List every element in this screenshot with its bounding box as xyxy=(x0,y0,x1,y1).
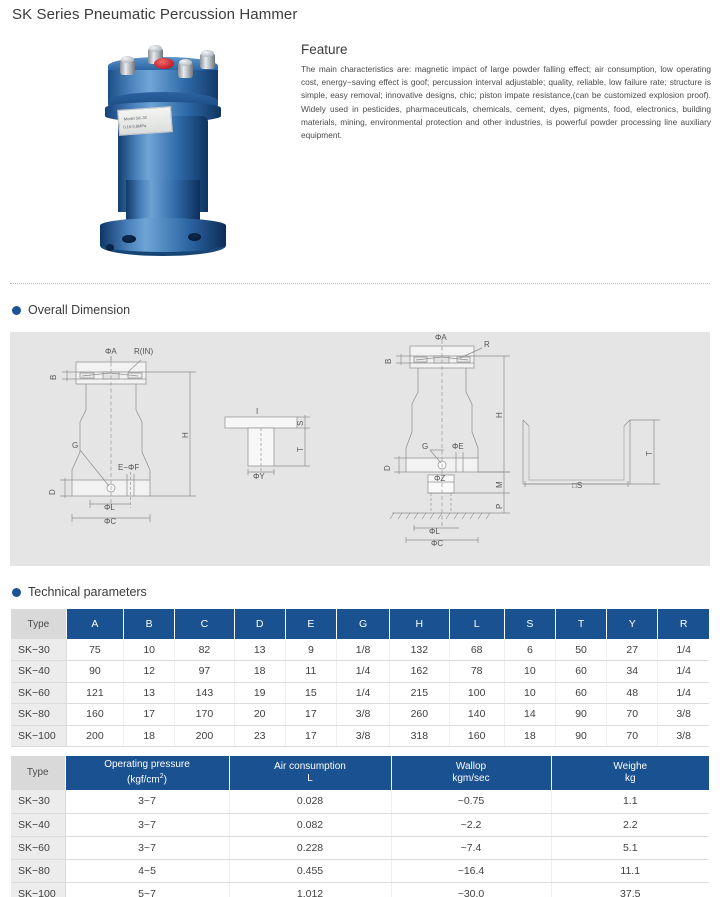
label-square-s: □S xyxy=(572,481,583,490)
label-t: T xyxy=(296,447,305,452)
table-row xyxy=(11,836,709,859)
column-header-wallop xyxy=(391,756,551,790)
product-base-plate xyxy=(100,218,226,252)
cell-value: 1/4 xyxy=(336,661,389,683)
label-d-2: D xyxy=(383,465,392,471)
label-m: M xyxy=(495,481,504,488)
column-header-g: G xyxy=(336,609,389,639)
cell-value: 140 xyxy=(449,704,504,726)
cell-value: 215 xyxy=(390,682,449,704)
label-g-2: G xyxy=(422,442,429,451)
cell-value: 132 xyxy=(390,639,449,661)
cell-value: 18 xyxy=(234,661,285,683)
feature-heading: Feature xyxy=(301,42,348,57)
cell-value: 1/4 xyxy=(336,682,389,704)
label-d: D xyxy=(48,489,57,495)
cell-value: 0.028 xyxy=(229,790,391,813)
cell-value: ~7.4 xyxy=(391,836,551,859)
label-t-2: T xyxy=(645,451,654,456)
label-phi-c: ΦC xyxy=(104,517,117,526)
cell-value: 3/8 xyxy=(658,725,709,747)
cell-value: 10 xyxy=(504,682,555,704)
cell-value: 160 xyxy=(66,704,123,726)
cell-value: 260 xyxy=(390,704,449,726)
cell-value: 75 xyxy=(66,639,123,661)
cell-value: 13 xyxy=(124,682,175,704)
table-row xyxy=(11,661,709,683)
cell-value: 68 xyxy=(449,639,504,661)
product-nameplate xyxy=(117,106,173,136)
label-r-in: R(IN) xyxy=(134,347,154,356)
column-header-b: B xyxy=(124,609,175,639)
cell-value: ~30.0 xyxy=(391,882,551,897)
cell-value: 60 xyxy=(555,661,606,683)
bullet-icon xyxy=(12,588,21,597)
label-phi-c-2: ΦC xyxy=(431,539,444,548)
column-header-line-2: kgm/sec xyxy=(452,773,490,784)
label-phi-a: ΦA xyxy=(105,347,117,356)
cell-value: 5.1 xyxy=(551,836,709,859)
cell-value: ~16.4 xyxy=(391,859,551,882)
cell-value: 34 xyxy=(607,661,658,683)
cell-value: 90 xyxy=(555,704,606,726)
cell-value: 60 xyxy=(555,682,606,704)
column-header-line-2: L xyxy=(307,773,313,784)
section-title-overall-dimension: Overall Dimension xyxy=(28,303,131,317)
cell-value: 78 xyxy=(449,661,504,683)
label-phi-e: ΦE xyxy=(452,442,464,451)
label-h: H xyxy=(181,432,190,438)
cell-value: 0.455 xyxy=(229,859,391,882)
cell-value: 10 xyxy=(504,661,555,683)
label-phi-y: ΦY xyxy=(253,472,265,481)
cell-value: 20 xyxy=(234,704,285,726)
cell-value: 15 xyxy=(285,682,336,704)
cell-value: 2.2 xyxy=(551,813,709,836)
drawing-view-1 xyxy=(48,347,196,526)
cell-value: 200 xyxy=(66,725,123,747)
cell-type: SK−60 xyxy=(11,836,65,859)
feature-block xyxy=(301,42,711,142)
cell-value: 10 xyxy=(124,639,175,661)
column-header-line-1: Type xyxy=(26,766,49,778)
performance-table xyxy=(11,756,709,897)
cell-value: 170 xyxy=(175,704,234,726)
cell-value: 318 xyxy=(390,725,449,747)
column-header-line-1: Air consumption xyxy=(274,760,346,772)
section-title-technical-parameters: Technical parameters xyxy=(28,585,147,599)
cell-value: 12 xyxy=(124,661,175,683)
cell-value: 48 xyxy=(607,682,658,704)
cell-value: 18 xyxy=(124,725,175,747)
label-phi-a-2: ΦA xyxy=(435,333,447,342)
base-hole-icon xyxy=(188,233,201,241)
label-phi-l-2: ΦL xyxy=(429,527,440,536)
column-header-d: D xyxy=(234,609,285,639)
section-header-technical-parameters xyxy=(12,585,147,599)
column-header-line-1: Operating pressure xyxy=(104,758,190,770)
cell-value: 160 xyxy=(449,725,504,747)
performance-table-body xyxy=(11,790,709,897)
cell-value: 90 xyxy=(555,725,606,747)
cell-value: ~2.2 xyxy=(391,813,551,836)
cell-type: SK−100 xyxy=(11,725,66,747)
cell-value: 11 xyxy=(285,661,336,683)
cell-value: 3~7 xyxy=(65,836,229,859)
column-header-operating-pressure xyxy=(65,756,229,790)
column-header-y: Y xyxy=(607,609,658,639)
bolt-icon xyxy=(120,59,135,75)
cell-value: 13 xyxy=(234,639,285,661)
column-header-a: A xyxy=(66,609,123,639)
cell-value: 5~7 xyxy=(65,882,229,897)
cell-value: 0.082 xyxy=(229,813,391,836)
cell-value: 1/8 xyxy=(336,639,389,661)
column-header-type xyxy=(11,756,65,790)
cell-value: 17 xyxy=(285,725,336,747)
table-row xyxy=(11,813,709,836)
cell-value: 1/4 xyxy=(658,661,709,683)
label-p: P xyxy=(495,503,504,509)
cell-value: 200 xyxy=(175,725,234,747)
cell-value: 3/8 xyxy=(336,725,389,747)
label-b: B xyxy=(49,374,58,380)
table-row xyxy=(11,682,709,704)
feature-body: The main characteristics are: magnetic impact of large powder falling effect; air consumption, low operating cost, energy−saving effect is goof; percussion interval adjustable; quality, reliable, low failure rate; structure is simple, easy removal; innovative designs, chic; piston impate resistance,(can be customized explosion proof). Widely used in pesticides, pharmaceuticals, chemicals, cement, dyes, pigments, food, electronics, building materials, mining, environmental protection and other industries, is powerful powder processing line auxiliary equipment. xyxy=(301,64,711,141)
label-s: S xyxy=(296,420,305,426)
cell-value: 90 xyxy=(66,661,123,683)
section-header-overall-dimension xyxy=(12,303,130,317)
column-header-e: E xyxy=(285,609,336,639)
hero-section xyxy=(0,28,720,273)
cell-value: 0.228 xyxy=(229,836,391,859)
dimension-drawing-panel xyxy=(10,332,710,566)
cell-value: 3/8 xyxy=(336,704,389,726)
table-header-row xyxy=(11,609,709,639)
cell-value: 1.012 xyxy=(229,882,391,897)
section-divider xyxy=(10,283,710,284)
cell-value: ~0.75 xyxy=(391,790,551,813)
dimension-drawings xyxy=(10,332,710,566)
dimensions-table-head xyxy=(11,609,709,639)
bolt-icon xyxy=(200,53,215,69)
table-row xyxy=(11,790,709,813)
cell-value: 4~5 xyxy=(65,859,229,882)
column-header-air-consumption xyxy=(229,756,391,790)
column-header-h: H xyxy=(390,609,449,639)
column-header-line-2: $(kgf/cm^2)$ xyxy=(126,773,168,786)
cell-value: 6 xyxy=(504,639,555,661)
table-row xyxy=(11,639,709,661)
cell-value: 121 xyxy=(66,682,123,704)
column-header-line-2: kg xyxy=(624,773,636,784)
label-i: I xyxy=(256,407,259,416)
performance-table-head xyxy=(11,756,709,790)
cell-type: SK−40 xyxy=(11,661,66,683)
bolt-icon xyxy=(178,62,193,78)
cell-value: 17 xyxy=(285,704,336,726)
cell-value: 97 xyxy=(175,661,234,683)
cell-type: SK−100 xyxy=(11,882,65,897)
label-r: R xyxy=(484,340,490,349)
drawing-view-2 xyxy=(225,407,310,481)
cell-value: 3~7 xyxy=(65,813,229,836)
cell-value: 23 xyxy=(234,725,285,747)
column-header-line-1: Weighe xyxy=(613,760,648,772)
cell-value: 70 xyxy=(607,704,658,726)
cell-value: 18 xyxy=(504,725,555,747)
cell-type: SK−30 xyxy=(11,790,65,813)
table-header-row xyxy=(11,756,709,790)
cell-value: 9 xyxy=(285,639,336,661)
cell-value: 1/4 xyxy=(658,639,709,661)
base-hole-icon xyxy=(106,244,114,251)
cell-value: 1.1 xyxy=(551,790,709,813)
base-hole-icon xyxy=(122,235,136,243)
label-g: G xyxy=(72,441,79,450)
page-title: SK Series Pneumatic Percussion Hammer xyxy=(12,6,298,23)
dimensions-table xyxy=(11,609,709,747)
cell-value: 100 xyxy=(449,682,504,704)
cell-value: 3~7 xyxy=(65,790,229,813)
nameplate-line-1: Model SK-30 xyxy=(123,114,148,122)
column-header-weighe xyxy=(551,756,709,790)
cell-value: 1/4 xyxy=(658,682,709,704)
cell-type: SK−80 xyxy=(11,704,66,726)
label-phi-l: ΦL xyxy=(104,503,115,512)
cell-value: 50 xyxy=(555,639,606,661)
product-photo xyxy=(82,30,242,273)
nameplate-line-2: 0.15-0.8MPa xyxy=(123,122,147,130)
column-header-type: Type xyxy=(11,609,66,639)
cell-value: 143 xyxy=(175,682,234,704)
drawing-view-4 xyxy=(523,420,660,490)
column-header-t: T xyxy=(555,609,606,639)
column-header-l: L xyxy=(449,609,504,639)
table-row xyxy=(11,859,709,882)
label-b-2: B xyxy=(384,358,393,364)
cell-value: 3/8 xyxy=(658,704,709,726)
column-header-s: S xyxy=(504,609,555,639)
cell-type: SK−80 xyxy=(11,859,65,882)
table-row xyxy=(11,704,709,726)
table-row xyxy=(11,725,709,747)
bullet-icon xyxy=(12,306,21,315)
cell-value: 37.5 xyxy=(551,882,709,897)
cell-type: SK−30 xyxy=(11,639,66,661)
label-e-phi-f: E−ΦF xyxy=(118,463,140,472)
cell-value: 19 xyxy=(234,682,285,704)
column-header-line-1: Wallop xyxy=(455,760,487,772)
cell-value: 27 xyxy=(607,639,658,661)
cell-value: 82 xyxy=(175,639,234,661)
cell-value: 162 xyxy=(390,661,449,683)
cell-value: 70 xyxy=(607,725,658,747)
column-header-r: R xyxy=(658,609,709,639)
drawing-view-3 xyxy=(383,333,510,548)
cell-value: 11.1 xyxy=(551,859,709,882)
dimensions-table-body xyxy=(11,639,709,747)
red-valve-cap-icon xyxy=(154,58,174,69)
cell-type: SK−60 xyxy=(11,682,66,704)
label-h-2: H xyxy=(495,412,504,418)
table-row xyxy=(11,882,709,897)
label-phi-z: ΦZ xyxy=(434,474,446,483)
cell-type: SK−40 xyxy=(11,813,65,836)
cell-value: 17 xyxy=(124,704,175,726)
column-header-c: C xyxy=(175,609,234,639)
cell-value: 14 xyxy=(504,704,555,726)
